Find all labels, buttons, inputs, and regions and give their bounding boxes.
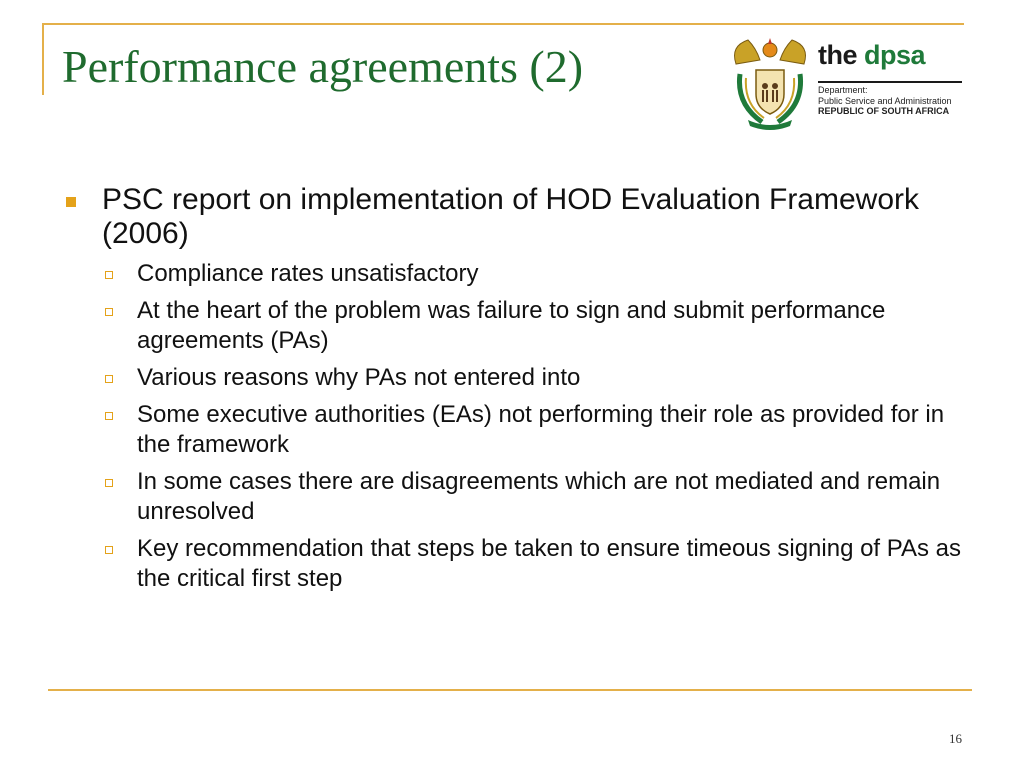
header-side-rule xyxy=(42,23,44,95)
department-label: Department: xyxy=(818,85,868,95)
slide-body xyxy=(62,183,962,601)
department-text xyxy=(818,85,952,117)
sub-bullet-text: In some cases there are disagreements which are not mediated and remain unresolved xyxy=(137,468,941,525)
hollow-square-bullet-icon xyxy=(105,271,113,279)
page-number: 16 xyxy=(949,731,962,746)
sub-bullet-text: Some executive authorities (EAs) not performing their role as provided for in the framework xyxy=(137,401,945,458)
country-name: REPUBLIC OF SOUTH AFRICA xyxy=(818,106,950,116)
sub-bullet-item xyxy=(62,467,962,527)
square-bullet-icon xyxy=(66,197,76,207)
logo-divider xyxy=(818,81,962,83)
hollow-square-bullet-icon xyxy=(105,412,113,420)
sub-bullet-item xyxy=(62,259,962,289)
sub-bullet-text: Various reasons why PAs not entered into xyxy=(137,364,581,391)
sub-bullet-item xyxy=(62,400,962,460)
coat-of-arms-icon xyxy=(726,34,814,130)
dpsa-logo xyxy=(726,34,971,130)
footer-rule xyxy=(48,689,972,691)
header-rule xyxy=(42,23,964,25)
slide-title: Performance agreements (2) xyxy=(62,41,584,92)
sub-bullet-item xyxy=(62,296,962,356)
wordmark-the: the xyxy=(818,40,857,70)
dpsa-wordmark xyxy=(818,40,925,71)
hollow-square-bullet-icon xyxy=(105,375,113,383)
sub-bullet-list xyxy=(62,259,962,594)
sub-bullet-text: Key recommendation that steps be taken to ensure timeous signing of PAs as the critical first step xyxy=(137,535,962,592)
hollow-square-bullet-icon xyxy=(105,308,113,316)
sub-bullet-item xyxy=(62,363,962,393)
sub-bullet-text: Compliance rates unsatisfactory xyxy=(137,260,479,287)
department-name: Public Service and Administration xyxy=(818,95,952,106)
sub-bullet-item xyxy=(62,534,962,594)
wordmark-dpsa: dpsa xyxy=(864,40,926,70)
sub-bullet-text: At the heart of the problem was failure to sign and submit performance agreements (PAs) xyxy=(137,297,886,354)
bullet-text: PSC report on implementation of HOD Evaluation Framework (2006) xyxy=(102,183,920,250)
bullet-item xyxy=(62,183,962,251)
hollow-square-bullet-icon xyxy=(105,546,113,554)
hollow-square-bullet-icon xyxy=(105,479,113,487)
